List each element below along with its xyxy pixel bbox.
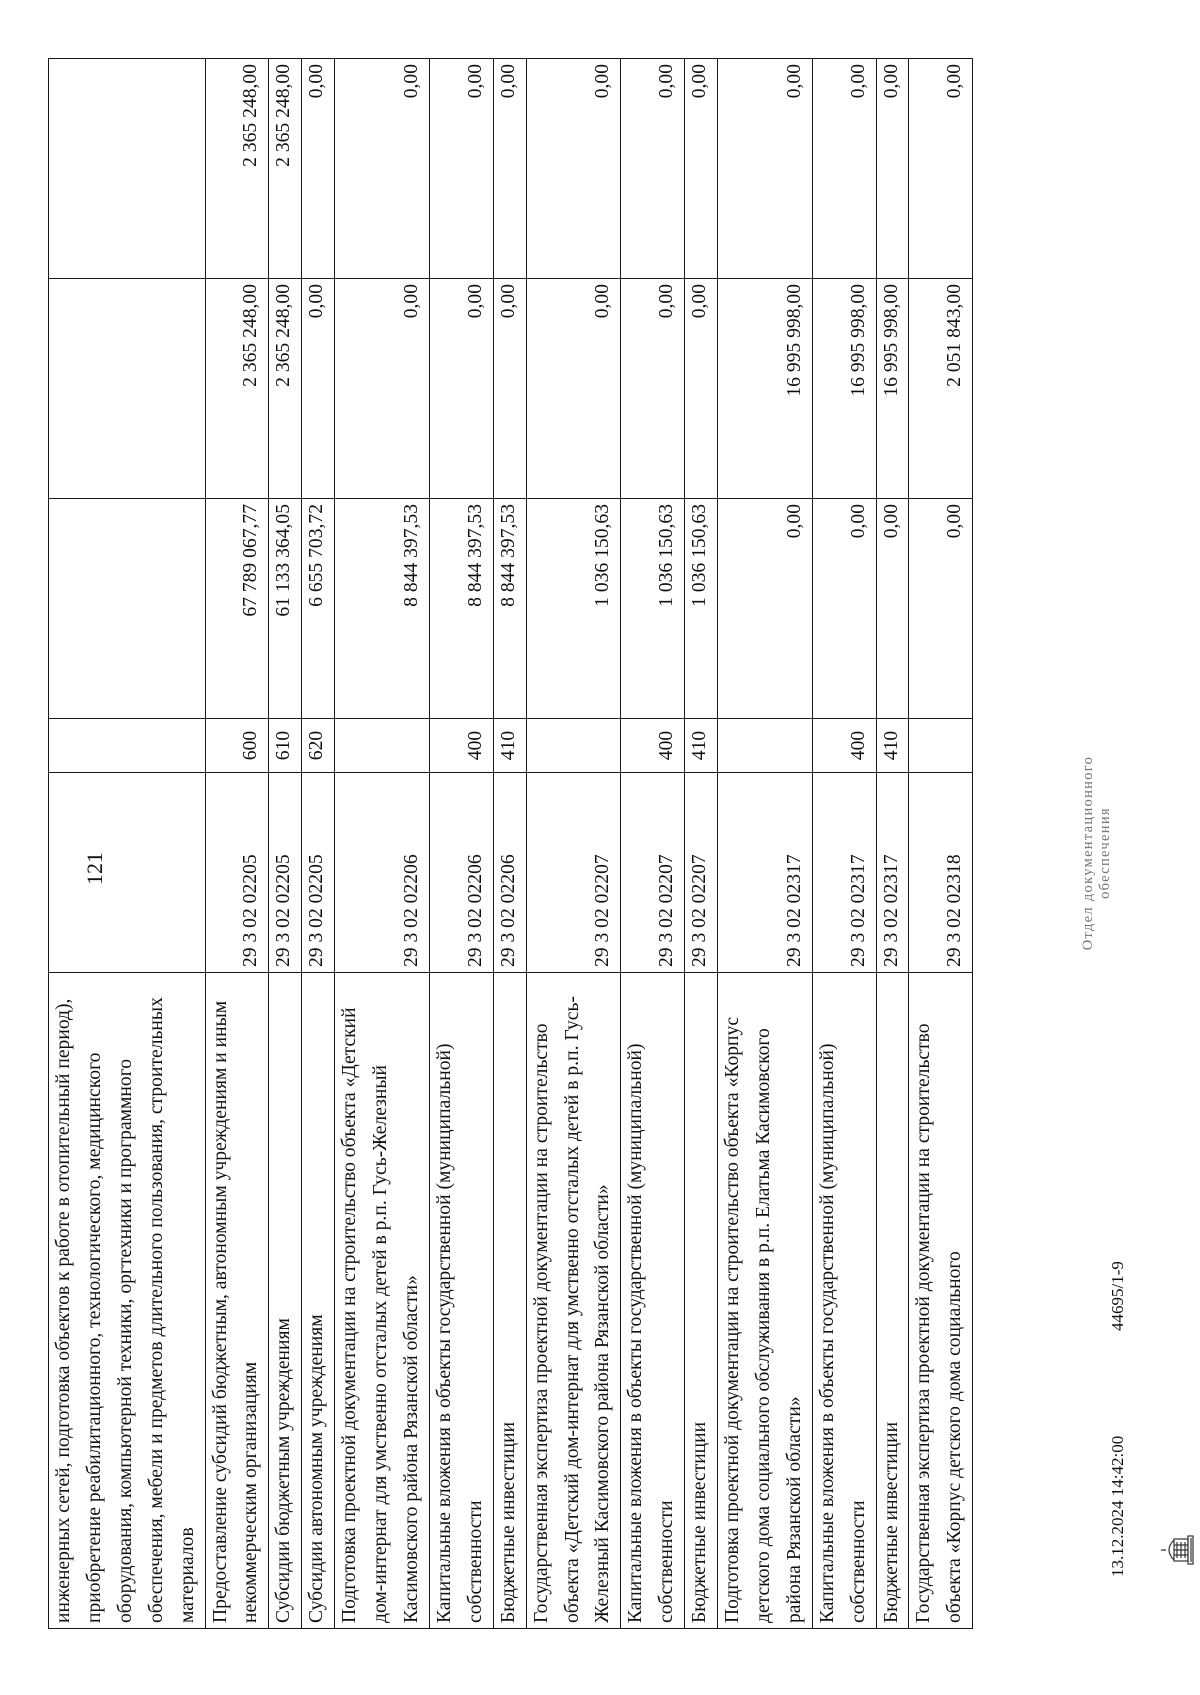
- row-amount-year-1: 61 133 364,05: [269, 499, 302, 719]
- table-row: [812, 59, 876, 1629]
- row-target-code: 29 3 02 02206: [493, 773, 526, 973]
- row-expense-type: [335, 719, 430, 773]
- row-amount-year-2: 0,00: [302, 279, 335, 499]
- table-row: [49, 59, 206, 1629]
- row-expense-type: 400: [621, 719, 685, 773]
- table-row: [526, 59, 621, 1629]
- row-amount-year-1: 0,00: [812, 499, 876, 719]
- stamp-line-1: Отдел документационного: [1080, 755, 1096, 951]
- row-amount-year-2: 0,00: [526, 279, 621, 499]
- row-name: Бюджетные инвестиции: [876, 973, 909, 1629]
- row-amount-year-3: 0,00: [526, 59, 621, 279]
- page-number: 121: [82, 852, 107, 885]
- department-stamp: [1080, 723, 1114, 983]
- row-amount-year-1: 8 844 397,53: [493, 499, 526, 719]
- table-row: [718, 59, 813, 1629]
- table-row: [876, 59, 909, 1629]
- row-amount-year-3: 0,00: [429, 59, 493, 279]
- footer-datetime: 13.12.2024 14:42:00: [1108, 1435, 1127, 1577]
- row-target-code: 29 3 02 02205: [205, 773, 269, 973]
- row-expense-type: 410: [685, 719, 718, 773]
- row-target-code: 29 3 02 02317: [718, 773, 813, 973]
- row-name: Бюджетные инвестиции: [685, 973, 718, 1629]
- row-expense-type: 400: [429, 719, 493, 773]
- row-target-code: 29 3 02 02207: [685, 773, 718, 973]
- row-amount-year-1: 8 844 397,53: [335, 499, 430, 719]
- row-amount-year-1: 6 655 703,72: [302, 499, 335, 719]
- table-row: [335, 59, 430, 1629]
- row-amount-year-3: 0,00: [876, 59, 909, 279]
- row-target-code: 29 3 02 02205: [302, 773, 335, 973]
- row-expense-type: 620: [302, 719, 335, 773]
- row-name: Государственная экспертиза проектной документации на строительство объекта «Детский дом-интернат для умственно отсталых детей в р.п. Гусь-Железный Касимовского района Рязанской области»: [526, 973, 621, 1629]
- row-name: Подготовка проектной документации на строительство объекта «Корпус детского дома социального обслуживания в р.п. Елатьма Касимовского района Рязанской области»: [718, 973, 813, 1629]
- budget-table-body: [49, 59, 973, 1629]
- row-amount-year-3: 0,00: [335, 59, 430, 279]
- row-expense-type: 400: [812, 719, 876, 773]
- table-row: [429, 59, 493, 1629]
- row-target-code: 29 3 02 02205: [269, 773, 302, 973]
- table-row: [205, 59, 269, 1629]
- row-amount-year-2: 0,00: [493, 279, 526, 499]
- row-name: Капитальные вложения в объекты государственной (муниципальной) собственности: [621, 973, 685, 1629]
- row-amount-year-3: 0,00: [685, 59, 718, 279]
- row-amount-year-2: 16 995 998,00: [876, 279, 909, 499]
- row-amount-year-1: 1 036 150,63: [685, 499, 718, 719]
- row-amount-year-1: 8 844 397,53: [429, 499, 493, 719]
- row-amount-year-2: 2 051 843,00: [909, 279, 973, 499]
- row-name: Капитальные вложения в объекты государственной (муниципальной) собственности: [812, 973, 876, 1629]
- emblem-icon: [1158, 1530, 1198, 1570]
- row-amount-year-3: 0,00: [812, 59, 876, 279]
- row-amount-year-3: 0,00: [302, 59, 335, 279]
- row-name: Бюджетные инвестиции: [493, 973, 526, 1629]
- footer-document-code: 44695/1-9: [1108, 1261, 1127, 1331]
- table-row: [909, 59, 973, 1629]
- row-target-code: 29 3 02 02207: [526, 773, 621, 973]
- row-amount-year-3: 0,00: [621, 59, 685, 279]
- table-row: [269, 59, 302, 1629]
- row-amount-year-2: 0,00: [429, 279, 493, 499]
- row-expense-type: [526, 719, 621, 773]
- row-expense-type: 410: [493, 719, 526, 773]
- row-amount-year-1: [49, 499, 206, 719]
- row-amount-year-3: 0,00: [909, 59, 973, 279]
- row-expense-type: [49, 719, 206, 773]
- row-name: Подготовка проектной документации на строительство объекта «Детский дом-интернат для умственно отсталых детей в р.п. Гусь-Железный Касимовского района Рязанской области»: [335, 973, 430, 1629]
- row-amount-year-1: 0,00: [909, 499, 973, 719]
- row-target-code: [49, 773, 206, 973]
- row-amount-year-1: 67 789 067,77: [205, 499, 269, 719]
- row-expense-type: 600: [205, 719, 269, 773]
- row-name: Государственная экспертиза проектной документации на строительство объекта «Корпус детского дома социального: [909, 973, 973, 1629]
- row-target-code: 29 3 02 02317: [876, 773, 909, 973]
- row-amount-year-2: 2 365 248,00: [269, 279, 302, 499]
- row-amount-year-1: 0,00: [718, 499, 813, 719]
- row-amount-year-3: 2 365 248,00: [205, 59, 269, 279]
- table-row: [685, 59, 718, 1629]
- row-amount-year-1: 0,00: [876, 499, 909, 719]
- budget-table: [48, 58, 973, 1629]
- row-target-code: 29 3 02 02317: [812, 773, 876, 973]
- row-name: Субсидии бюджетным учреждениям: [269, 973, 302, 1629]
- row-name: Предоставление субсидий бюджетным, автономным учреждениям и иным некоммерческим организациям: [205, 973, 269, 1629]
- row-expense-type: 410: [876, 719, 909, 773]
- row-amount-year-3: [49, 59, 206, 279]
- stamp-line-2: обеспечения: [1097, 807, 1113, 899]
- row-expense-type: 610: [269, 719, 302, 773]
- row-amount-year-2: 16 995 998,00: [812, 279, 876, 499]
- row-expense-type: [909, 719, 973, 773]
- row-name: Субсидии автономным учреждениям: [302, 973, 335, 1629]
- table-row: [302, 59, 335, 1629]
- row-amount-year-2: [49, 279, 206, 499]
- row-expense-type: [718, 719, 813, 773]
- row-amount-year-3: 2 365 248,00: [269, 59, 302, 279]
- table-row: [493, 59, 526, 1629]
- row-name: инженерных сетей, подготовка объектов к работе в отопительный период), приобретение реабилитационного, технологического, медицинского оборудования, компьютерной техники, оргтехники и программного обеспечения, мебели и предметов длительного пользования, строительных материалов: [49, 973, 206, 1629]
- row-target-code: 29 3 02 02318: [909, 773, 973, 973]
- row-amount-year-2: 0,00: [621, 279, 685, 499]
- row-amount-year-2: 0,00: [335, 279, 430, 499]
- row-amount-year-3: 0,00: [718, 59, 813, 279]
- row-target-code: 29 3 02 02206: [335, 773, 430, 973]
- row-amount-year-2: 2 365 248,00: [205, 279, 269, 499]
- table-row: [621, 59, 685, 1629]
- row-amount-year-2: 16 995 998,00: [718, 279, 813, 499]
- row-target-code: 29 3 02 02206: [429, 773, 493, 973]
- row-amount-year-1: 1 036 150,63: [526, 499, 621, 719]
- row-name: Капитальные вложения в объекты государственной (муниципальной) собственности: [429, 973, 493, 1629]
- row-target-code: 29 3 02 02207: [621, 773, 685, 973]
- row-amount-year-2: 0,00: [685, 279, 718, 499]
- row-amount-year-1: 1 036 150,63: [621, 499, 685, 719]
- row-amount-year-3: 0,00: [493, 59, 526, 279]
